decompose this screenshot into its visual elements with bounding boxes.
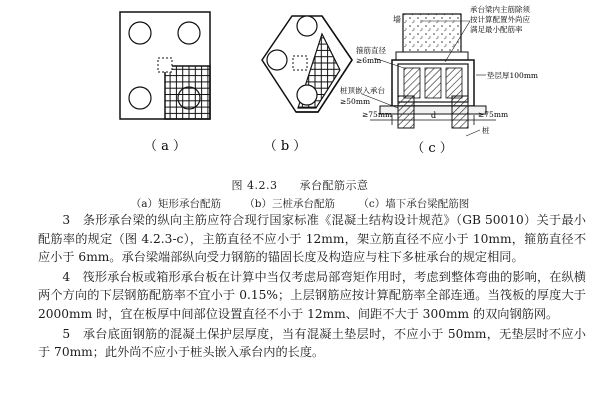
figure-number: 图 4.2.3 <box>231 179 278 192</box>
sub-caption-c: （c）墙下承台梁配筋图 <box>358 198 470 210</box>
panel-a-rectangular-cap <box>120 12 210 119</box>
figure-sub-captions <box>0 196 600 211</box>
pile-circle <box>178 22 200 44</box>
pile-circle <box>297 85 317 105</box>
dim-right-label: ≥75mm <box>478 110 509 119</box>
panel-a-label: （ a ） <box>143 139 187 154</box>
cushion-label: 垫层厚100mm <box>487 71 539 80</box>
dim-left-label: ≥75mm <box>362 110 393 119</box>
stirrup-min-label: ≥6mm <box>356 56 382 65</box>
pile-circle <box>267 50 287 70</box>
stirrup-diameter-label: 箍筋直径 <box>356 46 386 55</box>
pile-embed-label-1: 桩顶嵌入承台 <box>340 86 385 95</box>
figure-title: 承台配筋示意 <box>299 179 369 192</box>
wall-label: 墙 <box>393 15 401 24</box>
dim-d-label: d <box>431 111 437 120</box>
note-line-3: 满足最小配筋率 <box>470 25 523 34</box>
note-line-1: 承台梁内主筋除须 <box>470 5 530 14</box>
pile-circle <box>129 87 151 109</box>
figure-4-2-3 <box>0 0 600 176</box>
paragraph-4: 4 筏形承台板或箱形承台板在计算中当仅考虑局部弯矩作用时，考虑到整体弯曲的影响，在纵横两个方向的下层钢筋配筋率不宜小于 0.15%；上层钢筋应按计算配筋率全部连通。当筏板的厚度大于 2000mm 时，宜在板厚中间部位设置直径不小于 12mm、间距不大于 300mm 的双向钢筋网。 <box>38 269 586 321</box>
panel-c-label: （ c ） <box>411 141 453 156</box>
panel-b-three-pile-cap <box>262 16 352 112</box>
pile-circle <box>129 22 151 44</box>
sub-caption-a: （a）矩形承台配筋 <box>130 198 221 210</box>
panel-b-label: （ b ） <box>263 139 307 154</box>
pile-embed-label-2: ≥50mm <box>340 97 371 106</box>
body-text <box>38 211 586 362</box>
note-line-2: 按计算配置外尚应 <box>470 15 530 24</box>
pile-label: 桩 <box>482 126 490 135</box>
figure-caption <box>0 177 600 193</box>
paragraph-5: 5 承台底面钢筋的混凝土保护层厚度，当有混凝土垫层时，不应小于 50mm，无垫层时不应小于 70mm；此外尚不应小于桩头嵌入承台内的长度。 <box>38 326 586 360</box>
paragraph-3: 3 条形承台梁的纵向主筋应符合现行国家标准《混凝土结构设计规范》（GB 50010）关于最小配筋率的规定（图 4.2.3-c），主筋直径不应小于 12mm，架立筋直径不应小于 10mm，箍筋直径不应小于 6mm。承台梁端部纵向受力钢筋的锚固长度及构造应与柱下多桩承台的规定相同。 <box>38 213 586 265</box>
pile-circle <box>297 16 317 36</box>
sub-caption-b: （b）三桩承台配筋 <box>244 198 336 210</box>
